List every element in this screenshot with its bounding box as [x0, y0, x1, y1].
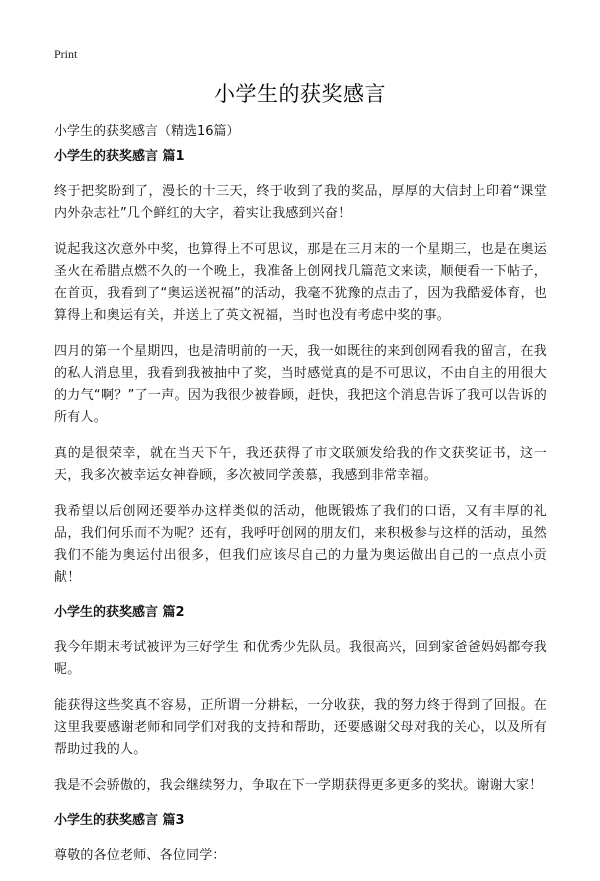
- paragraph: 四月的第一个星期四，也是清明前的一天，我一如既往的来到创网看我的留言，在我的私人消息里，我看到我被抽中了奖，当时感觉真的是不可思议，不由自主的用很大的力气“啊？”了一声。因为我很少被眷顾，赶快，我把这个消息告诉了我可以告诉的所有人。: [54, 344, 547, 425]
- section-heading: 小学生的获奖感言 篇2: [54, 605, 185, 620]
- paragraph: 能获得这些奖真不容易，正所谓一分耕耘，一分收获，我的努力终于得到了回报。在这里我要感谢老师和同学们对我的支持和帮助，还要感谢父母对我的关心，以及所有帮助过我的人。: [54, 698, 547, 757]
- section-heading: 小学生的获奖感言 篇1: [54, 149, 185, 164]
- page-title: 小学生的获奖感言: [214, 82, 386, 106]
- article-body: [54, 147, 547, 881]
- paragraph: 我今年期末考试被评为三好学生 和优秀少先队员。我很高兴，回到家爸爸妈妈都夸我呢。: [54, 640, 547, 677]
- document-subtitle: 小学生的获奖感言（精选16篇）: [54, 124, 240, 139]
- section-heading: 小学生的获奖感言 篇3: [54, 813, 185, 828]
- paragraph: 我希望以后创网还要举办这样类似的活动，他既锻炼了我们的口语，又有丰厚的礼品，我们何乐而不为呢？还有，我呼吁创网的朋友们，来积极参与这样的活动，虽然我们不能为奥运付出很多，但我们应该尽自己的力量为奥运做出自己的一点点小贡献！: [54, 504, 547, 585]
- print-link[interactable]: Print: [54, 47, 78, 61]
- paragraph: 说起我这次意外中奖，也算得上不可思议，那是在三月末的一个星期三，也是在奥运圣火在希腊点燃不久的一个晚上，我准备上创网找几篇范文来读，顺便看一下帖子，在首页，我看到了“奥运送祝福”的活动，我毫不犹豫的点击了，因为我酷爱体育，也算得上和奥运有关，并送上了英文祝福，当时也没有考虑中奖的事。: [54, 242, 547, 323]
- paragraph: 终于把奖盼到了，漫长的十三天，终于收到了我的奖品，厚厚的大信封上印着“课堂内外杂志社”几个鲜红的大字，着实让我感到兴奋！: [54, 184, 547, 221]
- paragraph: 尊敬的各位老师、各位同学：: [54, 848, 226, 863]
- paragraph: 我是不会骄傲的，我会继续努力，争取在下一学期获得更多更多的奖状。谢谢大家！: [54, 778, 543, 793]
- paragraph: 真的是很荣幸，就在当天下午，我还获得了市文联颁发给我的作文获奖证书，这一天，我多次被幸运女神眷顾，多次被同学羡慕，我感到非常幸福。: [54, 446, 547, 483]
